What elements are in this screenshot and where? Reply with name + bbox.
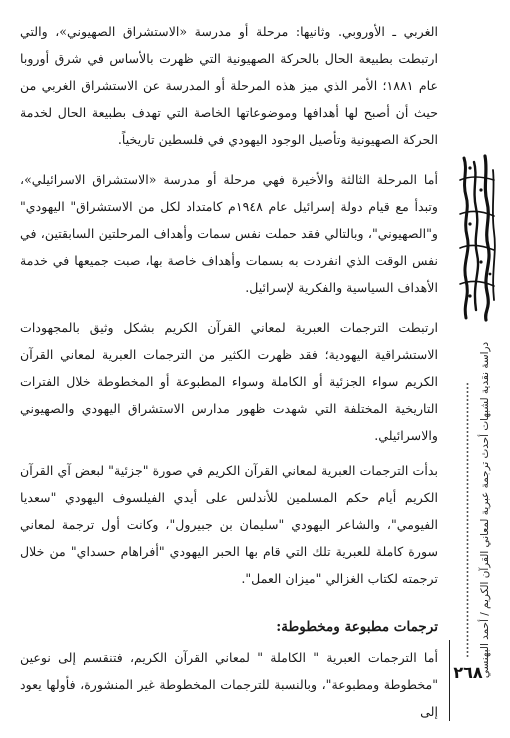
paragraph-2: أما المرحلة الثالثة والأخيرة فهي مرحلة أو مدرسة «الاستشراق الاسرائيلي»، وتبدأ مع قيام دولة إسرائيل عام ١٩٤٨م كامتداد لكل من الاستشراق" اليهودي" و"الصهيوني"، وبالتالي فقد حملت نفس سمات وأهداف المرحلتين السابقتين، في نفس الوقت الذي انفردت به بسمات وأهداف خاصة بها، صبت جميعها في خدمة الأهداف السياسية والفكرية لإسرائيل. xyxy=(20,172,438,295)
conference-logo xyxy=(454,150,500,325)
page-number: ٢٦٨ xyxy=(453,663,483,682)
paragraph-3: ارتبطت الترجمات العبرية لمعاني القرآن الكريم بشكل وثيق بالمجهودات الاستشراقية اليهودية؛ فقد ظهرت الكثير من الترجمات العبرية لمعاني القرآن الكريم سواء الجزئية أو الكاملة وسواء المطبوعة أو المخطوطة خلال الفترات التاريخية المختلفة التي شهدت ظهور مدارس الاستشراق اليهودي والصهيوني والاسرائيلي. xyxy=(20,320,438,443)
running-title-text: دراسة نقدية لشبهات أحدث ترجمة عبرية لمعاني القرآن الكريم / أحمد البهنسي xyxy=(479,341,491,679)
paragraph-4: بدأت الترجمات العبرية لمعاني القرآن الكريم في صورة "جزئية" لبعض آي القرآن الكريم أيام حكم المسلمين للأندلس على أيدي الفيلسوف اليهودي "سعديا الفيومي"، والشاعر اليهودي "سليمان بن جبيرول"، وكانت أول ترجمة لمعاني سورة كاملة للعبرية تلك التي قام بها الحبر اليهودي "أفراهام حسداي" من خلال ترجمته لكتاب الغزالي "ميزان العمل". xyxy=(20,463,438,586)
decorative-dotted-strip xyxy=(465,382,470,658)
paragraph-1: الغربي ـ الأوروبي. وثانيها: مرحلة أو مدرسة «الاستشراق الصهيوني»، والتي ارتبطت بطبيعة الحال بالحركة الصهيونية التي ظهرت بالأساس في شرق أوروبا عام ١٨٨١؛ الأمر الذي ميز هذه المرحلة أو المدرسة عن الاستشراق الغربي من حيث أن أصبح لها أهدافها وموضوعاتها الخاصة التي تهدف بطبيعة الحال لخدمة الحركة الصهيونية وتأصيل الوجود اليهودي في فلسطين تاريخياً. xyxy=(20,24,439,147)
calligraphy-logo-icon xyxy=(454,150,500,325)
paragraph-5: أما الترجمات العبرية " الكاملة " لمعاني القرآن الكريم، فتنقسم إلى نوعين "مخطوطة ومطبوعة"، وبالنسبة للترجمات المخطوطة غير المنشورة، فأولها يعود إلى xyxy=(20,650,438,719)
main-text-column xyxy=(20,18,438,738)
running-title xyxy=(478,341,492,679)
section-heading: ترجمات مطبوعة ومخطوطة: xyxy=(276,619,438,635)
